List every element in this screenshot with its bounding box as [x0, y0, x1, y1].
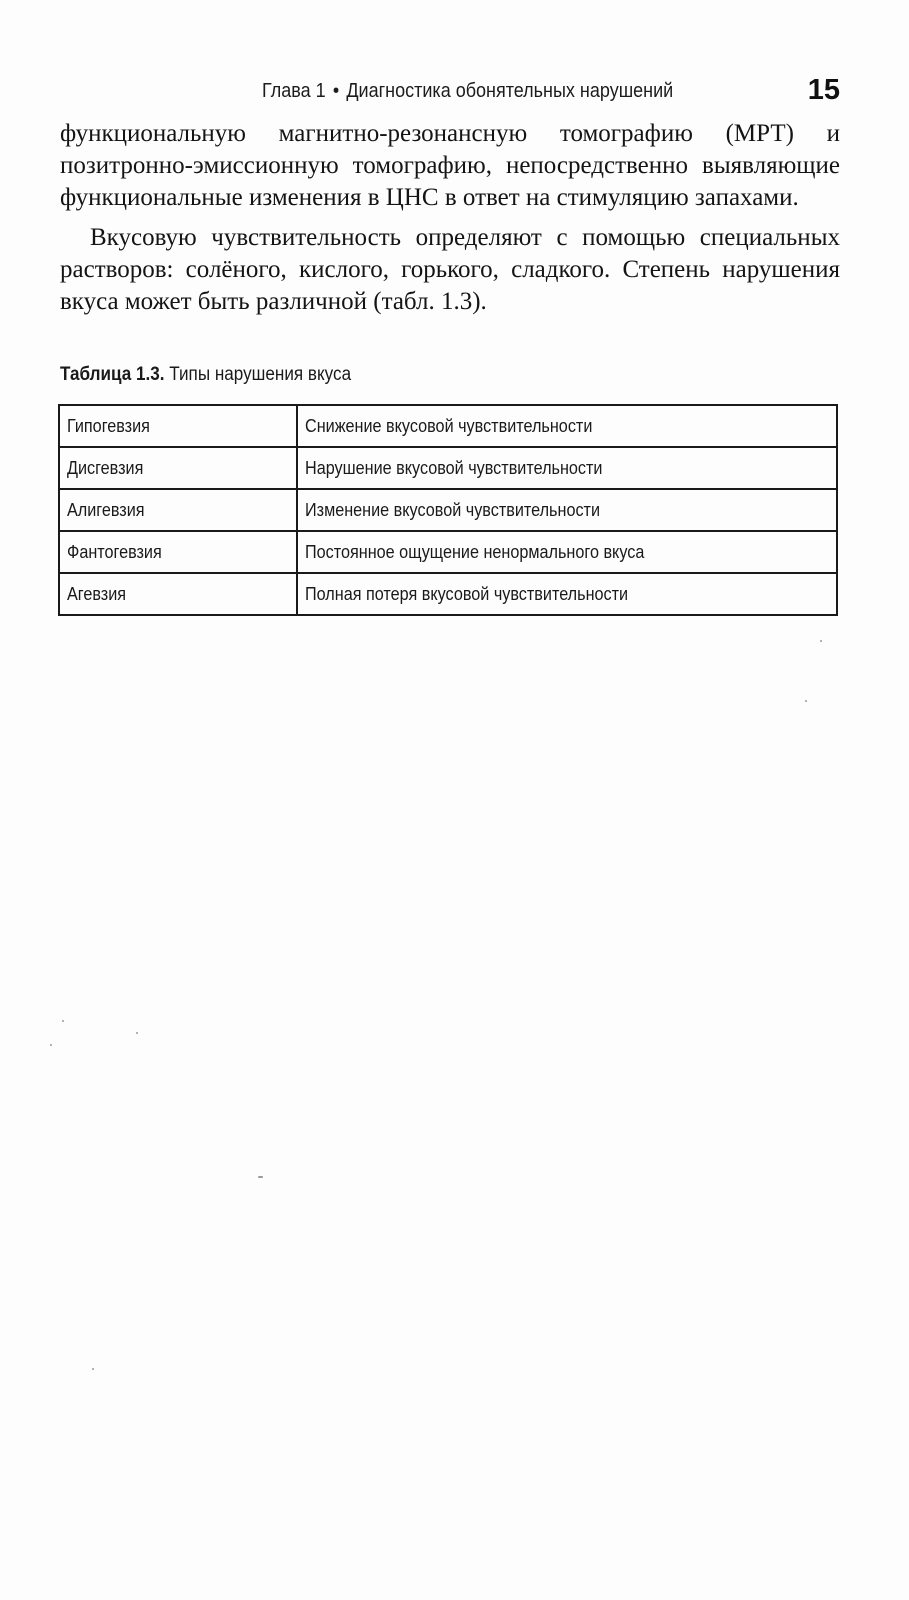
definition-text: Изменение вкусовой чувствительности: [305, 499, 601, 520]
chapter-header: [262, 80, 673, 103]
term-cell: [59, 531, 297, 573]
scan-speck: [820, 640, 822, 642]
chapter-label: Глава 1: [262, 80, 326, 102]
definition-cell: [297, 573, 837, 615]
body-text: [60, 118, 840, 318]
term-cell: [59, 447, 297, 489]
scan-speck: [92, 1368, 94, 1370]
scan-speck: [805, 700, 807, 702]
definition-cell: [297, 489, 837, 531]
page-number: 15: [807, 74, 840, 106]
chapter-title: Диагностика обонятельных нарушений: [346, 80, 674, 102]
paragraph-1: функциональную магнитно-резонансную томографию (МРТ) и позитронно-эмиссионную томографию, непосредственно выявляющие функциональные изменения в ЦНС в ответ на стимуляцию запахами.: [60, 120, 840, 211]
term-text: Дисгевзия: [67, 457, 144, 478]
definition-cell: [297, 405, 837, 447]
term-cell: [59, 573, 297, 615]
term-cell: [59, 489, 297, 531]
definition-cell: [297, 447, 837, 489]
definition-text: Снижение вкусовой чувствительности: [305, 415, 593, 436]
table-caption-label: Таблица 1.3.: [60, 364, 165, 385]
definition-text: Постоянное ощущение ненормального вкуса: [305, 541, 645, 562]
term-text: Гипогевзия: [67, 415, 150, 436]
table-caption-title: Типы нарушения вкуса: [169, 364, 352, 385]
term-text: Фантогевзия: [67, 541, 162, 562]
definition-text: Нарушение вкусовой чувствительности: [305, 457, 603, 478]
table-row: [59, 573, 837, 615]
scan-speck: [62, 1020, 64, 1022]
paragraph-2: Вкусовую чувствительность определяют с помощью специальных растворов: солёного, кислого, горького, сладкого. Степень нарушения вкуса может быть различной (табл. 1.3).: [60, 224, 840, 315]
running-header: [60, 74, 840, 114]
term-text: Агевзия: [67, 583, 127, 604]
table-row: [59, 531, 837, 573]
scan-speck: [136, 1032, 138, 1034]
definition-text: Полная потеря вкусовой чувствительности: [305, 583, 629, 604]
table-row: [59, 489, 837, 531]
scan-speck: [50, 1044, 52, 1046]
scan-speck: [258, 1176, 263, 1178]
table-row: [59, 405, 837, 447]
table-caption: [60, 364, 351, 386]
table-row: [59, 447, 837, 489]
term-text: Алигевзия: [67, 499, 145, 520]
header-bullet: •: [332, 80, 340, 102]
taste-disorders-table: [58, 404, 838, 616]
definition-cell: [297, 531, 837, 573]
term-cell: [59, 405, 297, 447]
